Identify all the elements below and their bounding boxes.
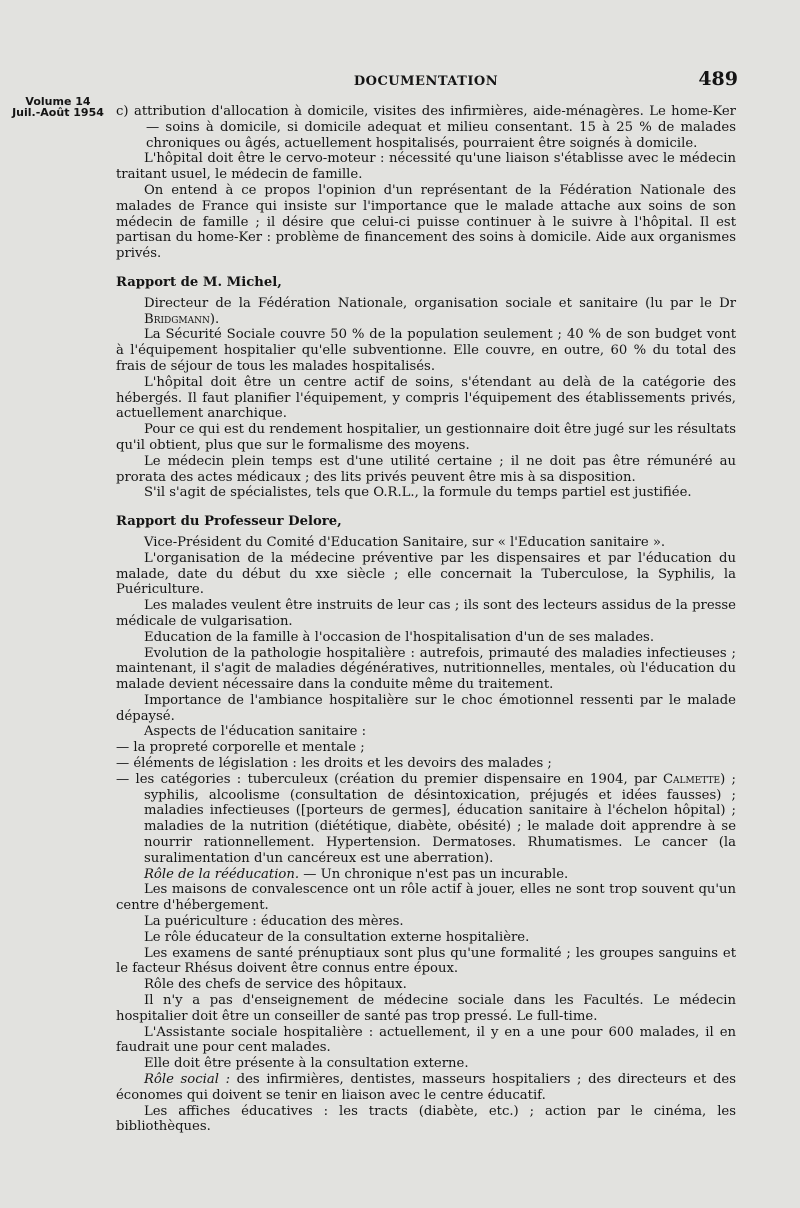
paragraph: L'hôpital doit être le cervo-moteur : nécessité qu'une liaison s'établisse avec le médecin traitant usuel, le médecin de famille. <box>116 151 736 183</box>
paragraph: Le médecin plein temps est d'une utilité certaine ; il ne doit pas être rémunéré au prorata des actes médicaux ; des lits privés peuvent être mis à sa disposition. <box>116 453 736 485</box>
paragraph: Les examens de santé prénuptiaux sont plus qu'une formalité ; les groupes sanguins et le facteur Rhésus doivent être connus entre époux. <box>116 945 736 977</box>
paragraph: On entend à ce propos l'opinion d'un représentant de la Fédération Nationale des malades de France qui insiste sur l'importance que le malade attache aux soins de son médecin de famille ; il désire que celui-ci puisse continuer à le suivre à l'hôpital. Il est partisan du home-Ker : problème de financement des soins à domicile. Aide aux organismes privés. <box>116 182 736 262</box>
role-text: Directeur de la Fédération Nationale, organisation sociale et sanitaire (lu par le Dr <box>144 295 736 311</box>
paragraph: Importance de l'ambiance hospitalière sur le choc émotionnel ressenti par le malade dépaysé. <box>116 692 736 724</box>
italic-lead: Rôle de la rééducation. <box>144 866 300 882</box>
paragraph: L'Assistante sociale hospitalière : actuellement, il y en a une pour 600 malades, il en faudrait une pour cent malades. <box>116 1024 736 1056</box>
section-heading-delore: Rapport du Professeur Delore, <box>116 514 342 530</box>
section-heading-michel: Rapport de M. Michel, <box>116 274 282 290</box>
author-role <box>116 296 736 328</box>
dash-item <box>116 772 736 867</box>
italic-lead: Rôle social : <box>144 1072 231 1088</box>
page-number: 489 <box>698 68 738 90</box>
paragraph: La Sécurité Sociale couvre 50 % de la population seulement ; 40 % de son budget vont à l'équipement hospitalier qu'elle subventionne. Elle couvre, en outre, 60 % du total des frais de séjour de tous les malades hospitalisés. <box>116 327 736 374</box>
paragraph: L'hôpital doit être un centre actif de soins, s'étendant au delà de la catégorie des hébergés. Il faut planifier l'équipement, y compris l'équipement des établissements privés, actuellement anarchique. <box>116 374 736 422</box>
paragraph: Le rôle éducateur de la consultation externe hospitalière. <box>144 929 530 945</box>
paragraph <box>116 1072 736 1104</box>
issue-date: Juil.-Août 1954 <box>12 106 104 119</box>
paragraph: La puériculture : éducation des mères. <box>144 914 404 930</box>
dash-text: — les catégories : tuberculeux (création du premier dispensaire en 1904, par <box>116 771 663 787</box>
page-body <box>116 104 736 1135</box>
dash-text-end: ) ; syphilis, alcoolisme (consultation de désintoxication, préjugés et idées fausses) ; maladies infectieuses ([porteurs de germes], éducation sanitaire à l'échelon hôpital) ; maladies de la nutrition (diététique, diabète, obésité) ; le malade doit apprendre à se nourrir rationnellement. Hypertension. Dermatoses. Rhumatismes. Le cancer (la suralimentation d'un cancéreux est une aberration). <box>144 771 736 866</box>
paragraph: Les affiches éducatives : les tracts (diabète, etc.) ; action par le cinéma, les bibliothèques. <box>116 1103 736 1135</box>
paragraph: Il n'y a pas d'enseignement de médecine sociale dans les Facultés. Le médecin hospitalier doit être un conseiller de santé pas trop pressé. Le full-time. <box>116 993 736 1024</box>
volume-label: Volume 14 <box>25 95 91 108</box>
dash-item: — la propreté corporelle et mentale ; <box>116 740 365 756</box>
role-text-end: ). <box>209 311 220 327</box>
list-item-c: c) attribution d'allocation à domicile, visites des infirmières, aide-ménagères. Le home-Ker — soins à domicile, si domicile adequat et milieu consentant. 15 à 25 % de malades chroniques ou âgés, actuellement hospitalisés, pourraient être soignés à domicile. <box>116 104 736 151</box>
paragraph-text: des infirmières, dentistes, masseurs hospitaliers ; des directeurs et des économes qui doivent se tenir en liaison avec le centre éducatif. <box>116 1072 737 1103</box>
running-head: DOCUMENTATION <box>353 74 499 89</box>
paragraph: Rôle des chefs de service des hôpitaux. <box>144 977 407 993</box>
paragraph-text: — Un chronique n'est pas un incurable. <box>299 866 569 882</box>
paragraph: Les malades veulent être instruits de leur cas ; ils sont des lecteurs assidus de la presse médicale de vulgarisation. <box>116 598 736 629</box>
paragraph <box>116 867 736 883</box>
paragraph: S'il s'agit de spécialistes, tels que O.R.L., la formule du temps partiel est justifiée. <box>144 485 692 501</box>
paragraph: Education de la famille à l'occasion de l'hospitalisation d'un de ses malades. <box>144 629 655 645</box>
margin-note <box>8 96 108 118</box>
paragraph: Elle doit être présente à la consultation externe. <box>144 1056 469 1072</box>
author-name: Bridgmann <box>144 311 210 327</box>
paragraph: Pour ce qui est du rendement hospitalier, un gestionnaire doit être jugé sur les résultats qu'il obtient, plus que sur le formalisme des moyens. <box>116 422 736 453</box>
author-role: Vice-Président du Comité d'Education Sanitaire, sur « l'Education sanitaire ». <box>144 534 666 550</box>
person-name: Calmette <box>662 771 721 787</box>
paragraph: Aspects de l'éducation sanitaire : <box>144 724 367 740</box>
paragraph: Evolution de la pathologie hospitalière : autrefois, primauté des maladies infectieuses ; maintenant, il s'agit de maladies dégénératives, nutritionnelles, mentales, où l'éducation du malade devient nécessaire dans la conduite même du traitement. <box>116 645 736 693</box>
paragraph: L'organisation de la médecine préventive par les dispensaires et par l'éducation du malade, date du début du xxe siècle ; elle concernait la Tuberculose, la Syphilis, la Puériculture. <box>116 550 736 598</box>
dash-item: — éléments de législation : les droits et les devoirs des malades ; <box>116 756 552 772</box>
paragraph: Les maisons de convalescence ont un rôle actif à jouer, elles ne sont trop souvent qu'un centre d'hébergement. <box>116 882 736 914</box>
